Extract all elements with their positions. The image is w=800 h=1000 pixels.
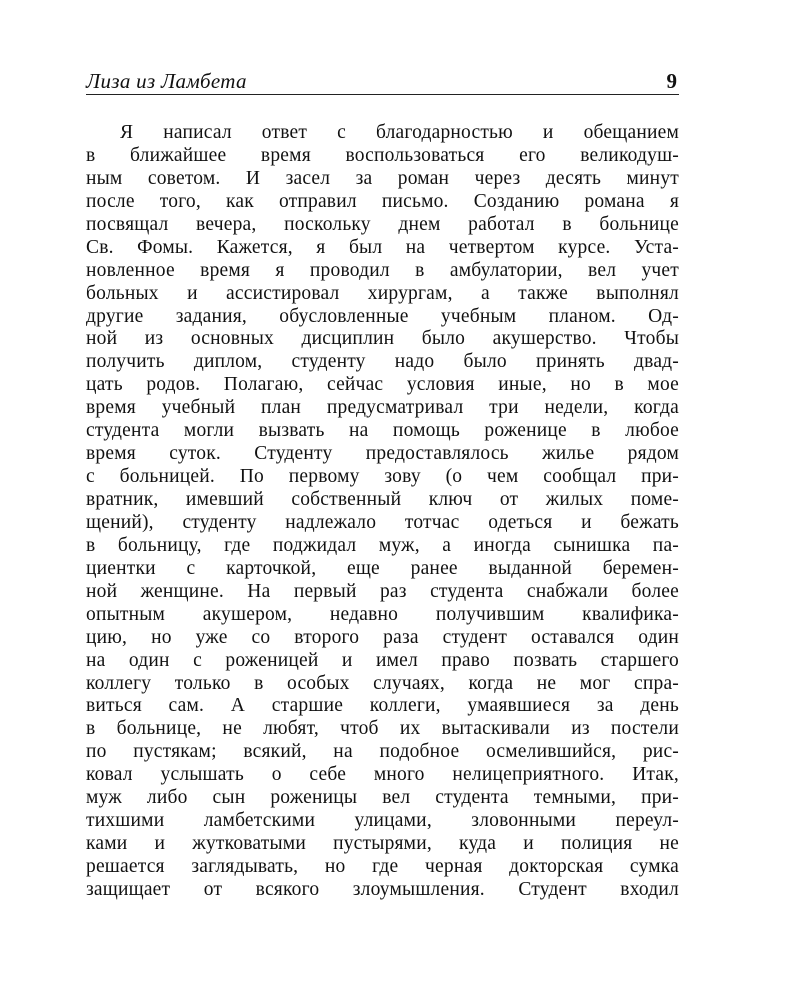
text-line: после того, как отправил письмо. Созданию романа я [86,190,679,212]
text-line: ной женщине. На первый раз студента снабжали более [86,580,679,602]
running-title: Лиза из Ламбета [86,69,247,93]
text-line: в ближайшее время воспользоваться его великодуш- [86,144,679,166]
text-line: Я написал ответ с благодарностью и обещанием [120,122,679,143]
text-line: опытным акушером, недавно получившим квалифика- [86,603,679,625]
text-line: получить диплом, студенту надо было принять двад- [86,351,679,373]
text-line: на один с роженицей и имел право позвать старшего [86,649,679,671]
text-line: ной из основных дисциплин было акушерство. Чтобы [86,328,679,350]
text-line: цать родов. Полагаю, сейчас условия иные, но в мое [86,374,679,396]
text-line: в больницу, где поджидал муж, а иногда сынишка па- [86,534,679,556]
text-line: с больницей. По первому зову (о чем сообщал при- [86,466,679,488]
text-line: Св. Фомы. Кажется, я был на четвертом курсе. Уста- [86,236,679,258]
text-line: цию, но уже со второго раза студент оставался один [86,626,679,648]
text-line: по пустякам; всякий, на подобное осмелившийся, рис- [86,741,679,763]
text-line: ками и жутковатыми пустырями, куда и полиция не [86,833,679,855]
text-line: защищает от всякого злоумышления. Студент входил [86,878,679,900]
text-line: новленное время я проводил в амбулатории, вел учет [86,259,679,281]
text-line: в больнице, не любят, чтоб их вытаскивали из постели [86,718,679,740]
text-line: студента могли вызвать на помощь роженице в любое [86,420,679,442]
body-text [86,122,679,902]
text-line: больных и ассистировал хирургам, а также выполнял [86,282,679,304]
text-line: ковал услышать о себе много нелицеприятного. Итак, [86,764,679,786]
text-line: тихшими ламбетскими улицами, зловонными переул- [86,810,679,832]
text-line: виться сам. А старшие коллеги, умаявшиеся за день [86,695,679,717]
text-line: решается заглядывать, но где черная докторская сумка [86,856,679,877]
text-line: другие задания, обусловленные учебным планом. Од- [86,305,679,327]
running-header [86,68,679,95]
page-number: 9 [666,69,677,93]
text-line: муж либо сын роженицы вел студента темными, при- [86,787,679,809]
text-line: время суток. Студенту предоставлялось жилье рядом [86,443,679,465]
text-line: вратник, имевший собственный ключ от жилых поме- [86,489,679,510]
text-line: ным советом. И засел за роман через десять минут [86,167,679,189]
text-line: время учебный план предусматривал три недели, когда [86,397,679,419]
text-line: посвящал вечера, поскольку днем работал в больнице [86,213,679,235]
text-line: коллегу только в особых случаях, когда не мог спра- [86,672,679,694]
text-line: циентки с карточкой, еще ранее выданной беремен- [86,557,679,579]
text-line: щений), студенту надлежало тотчас одеться и бежать [86,511,679,533]
